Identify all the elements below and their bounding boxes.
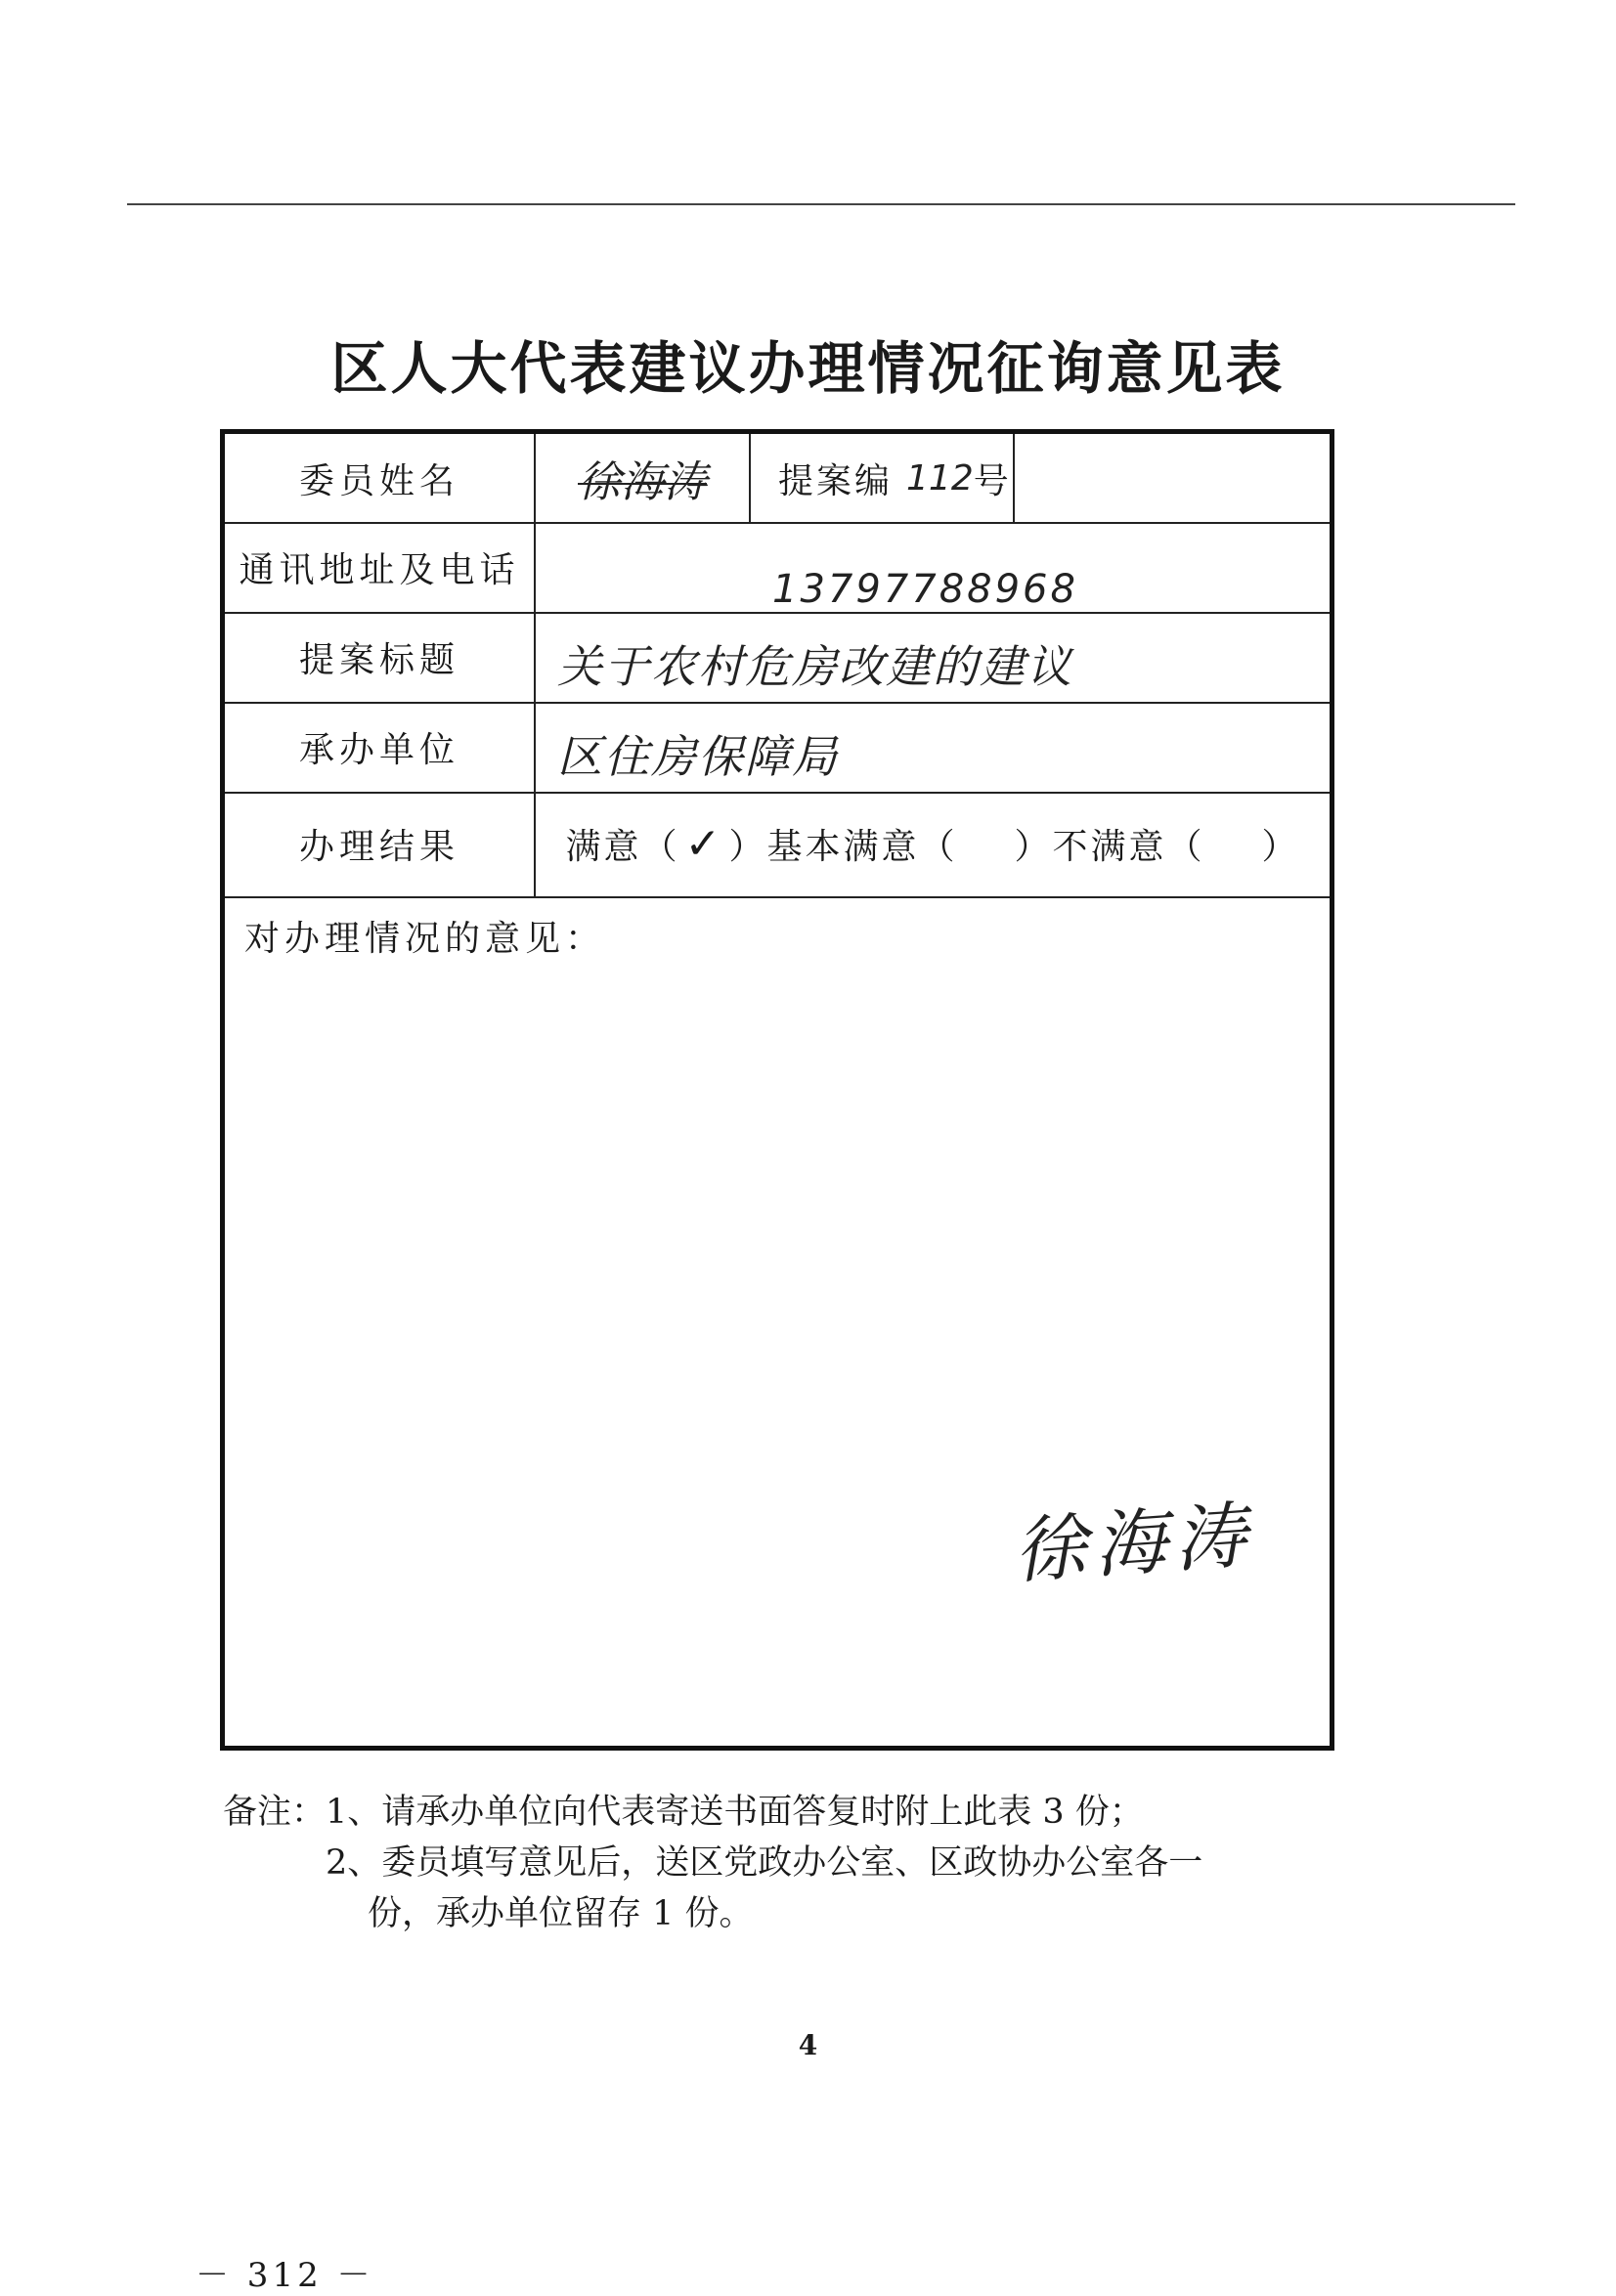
form-row-name xyxy=(225,434,1330,524)
result-close-paren: ） xyxy=(1261,827,1300,867)
subject-value: 关于农村危房改建的建议 xyxy=(557,640,1073,693)
case-number-cell xyxy=(751,434,1015,522)
form-row-handling-unit xyxy=(225,702,1330,794)
result-options xyxy=(536,792,1330,896)
document-page-number: － 312 － xyxy=(196,2256,374,2295)
case-number-value: 112 xyxy=(906,457,974,498)
contact-label: 通讯地址及电话 xyxy=(225,522,536,612)
checkmark-icon: ✓ xyxy=(684,819,724,869)
page-number: 4 xyxy=(798,2029,818,2061)
form-row-result xyxy=(225,792,1330,898)
result-not-label: ）不满意（ xyxy=(1014,827,1205,867)
name-value-text: 徐海涛 xyxy=(578,457,707,507)
name-label: 委员姓名 xyxy=(225,434,536,522)
header-rule xyxy=(127,203,1515,205)
result-label: 办理结果 xyxy=(225,792,536,896)
form-row-subject xyxy=(225,612,1330,704)
opinion-label: 对办理情况的意见： xyxy=(244,919,606,959)
note-line-3: 份，承办单位留存 1 份。 xyxy=(368,1894,754,1933)
result-satisfied-label: 满意（ xyxy=(565,827,680,867)
contact-value: 13797788968 xyxy=(772,567,1078,612)
handling-unit-value: 区住房保障局 xyxy=(557,730,839,783)
name-value xyxy=(536,434,751,522)
subject-label: 提案标题 xyxy=(225,612,536,702)
handling-unit-label: 承办单位 xyxy=(225,702,536,792)
feedback-form xyxy=(220,429,1334,1751)
note-line-2: 2、委员填写意见后，送区党政办公室、区政协办公室各一 xyxy=(326,1843,1203,1883)
result-basic-label: ）基本满意（ xyxy=(728,827,958,867)
case-number-suffix: 号 xyxy=(973,460,1009,501)
page-title: 区人大代表建议办理情况征询意见表 xyxy=(330,335,1286,402)
form-row-contact xyxy=(225,522,1330,614)
notes xyxy=(223,1787,1357,1939)
case-number-label: 提案编 xyxy=(778,460,894,501)
signature: 徐海涛 xyxy=(1011,1493,1257,1594)
note-line-1: 备注：1、请承办单位向代表寄送书面答复时附上此表 3 份； xyxy=(223,1793,1144,1832)
